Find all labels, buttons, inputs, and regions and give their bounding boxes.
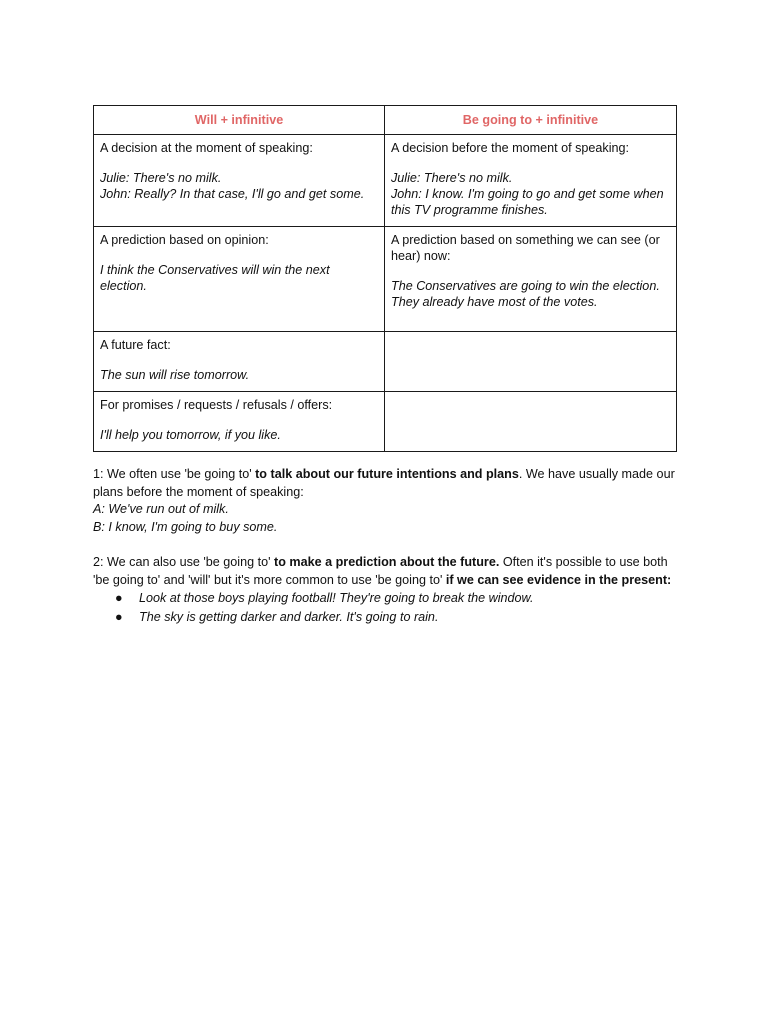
note-1-bold: to talk about our future intentions and plans xyxy=(255,467,519,481)
cell-label: A decision before the moment of speaking: xyxy=(391,141,630,155)
cell-label: A decision at the moment of speaking: xyxy=(100,141,313,155)
table-row xyxy=(94,332,677,392)
cell-will-promises xyxy=(94,392,385,452)
header-going-to: Be going to + infinitive xyxy=(385,106,677,135)
cell-going-fact-empty xyxy=(385,332,677,392)
example-bullet-list xyxy=(93,589,676,627)
example-text: John: Really? In that case, I'll go and get some. xyxy=(100,187,365,201)
note-2-middle: Often it's possible to use both 'be going to' and 'will' but it's more common to use 'be going to' xyxy=(93,555,668,587)
cell-going-decision xyxy=(385,135,677,227)
cell-going-prediction xyxy=(385,227,677,332)
list-item xyxy=(93,608,676,627)
bullet-icon: ● xyxy=(115,610,123,624)
example-text: Julie: There's no milk. xyxy=(391,171,513,185)
cell-will-prediction xyxy=(94,227,385,332)
note-1-example-a xyxy=(93,501,676,519)
note-2-bold-2: if we can see evidence in the present: xyxy=(445,572,672,587)
example-b-text: B: I know, I'm going to buy some. xyxy=(93,519,278,534)
bullet-text: Look at those boys playing football! They're going to break the window. xyxy=(139,591,534,605)
note-1-rest: . We have usually made our plans before the moment of speaking: xyxy=(93,467,675,499)
table-row xyxy=(94,227,677,332)
cell-label: A prediction based on something we can see (or hear) now: xyxy=(391,233,660,263)
example-text: Julie: There's no milk. xyxy=(100,171,222,185)
cell-label: A future fact: xyxy=(100,338,171,352)
list-item xyxy=(93,589,676,608)
example-text: The Conservatives are going to win the election. They already have most of the votes. xyxy=(391,279,660,309)
bullet-text: The sky is getting darker and darker. It's going to rain. xyxy=(139,610,439,624)
example-text: I think the Conservatives will win the next election. xyxy=(100,263,330,293)
grammar-table xyxy=(93,105,677,452)
note-1-example-b xyxy=(93,519,676,537)
explanation-notes xyxy=(93,466,676,627)
table-header-row xyxy=(94,106,677,135)
example-a-text: A: We've run out of milk. xyxy=(93,502,229,516)
cell-label: A prediction based on opinion: xyxy=(100,233,269,247)
table-row xyxy=(94,392,677,452)
note-2-bold-1: to make a prediction about the future. xyxy=(274,555,500,569)
cell-will-fact xyxy=(94,332,385,392)
table-row xyxy=(94,135,677,227)
note-1-intro: 1: We often use 'be going to' xyxy=(93,467,256,481)
cell-going-promises-empty xyxy=(385,392,677,452)
example-text: I'll help you tomorrow, if you like. xyxy=(100,428,281,442)
note-2 xyxy=(93,554,676,589)
note-2-intro: 2: We can also use 'be going to' xyxy=(93,555,275,569)
example-text: The sun will rise tomorrow. xyxy=(100,368,250,382)
example-text: John: I know. I'm going to go and get some when this TV programme finishes. xyxy=(391,187,664,217)
note-1 xyxy=(93,466,676,501)
cell-label: For promises / requests / refusals / offers: xyxy=(100,398,333,412)
cell-will-decision xyxy=(94,135,385,227)
bullet-icon: ● xyxy=(115,591,123,605)
header-will: Will + infinitive xyxy=(94,106,385,135)
